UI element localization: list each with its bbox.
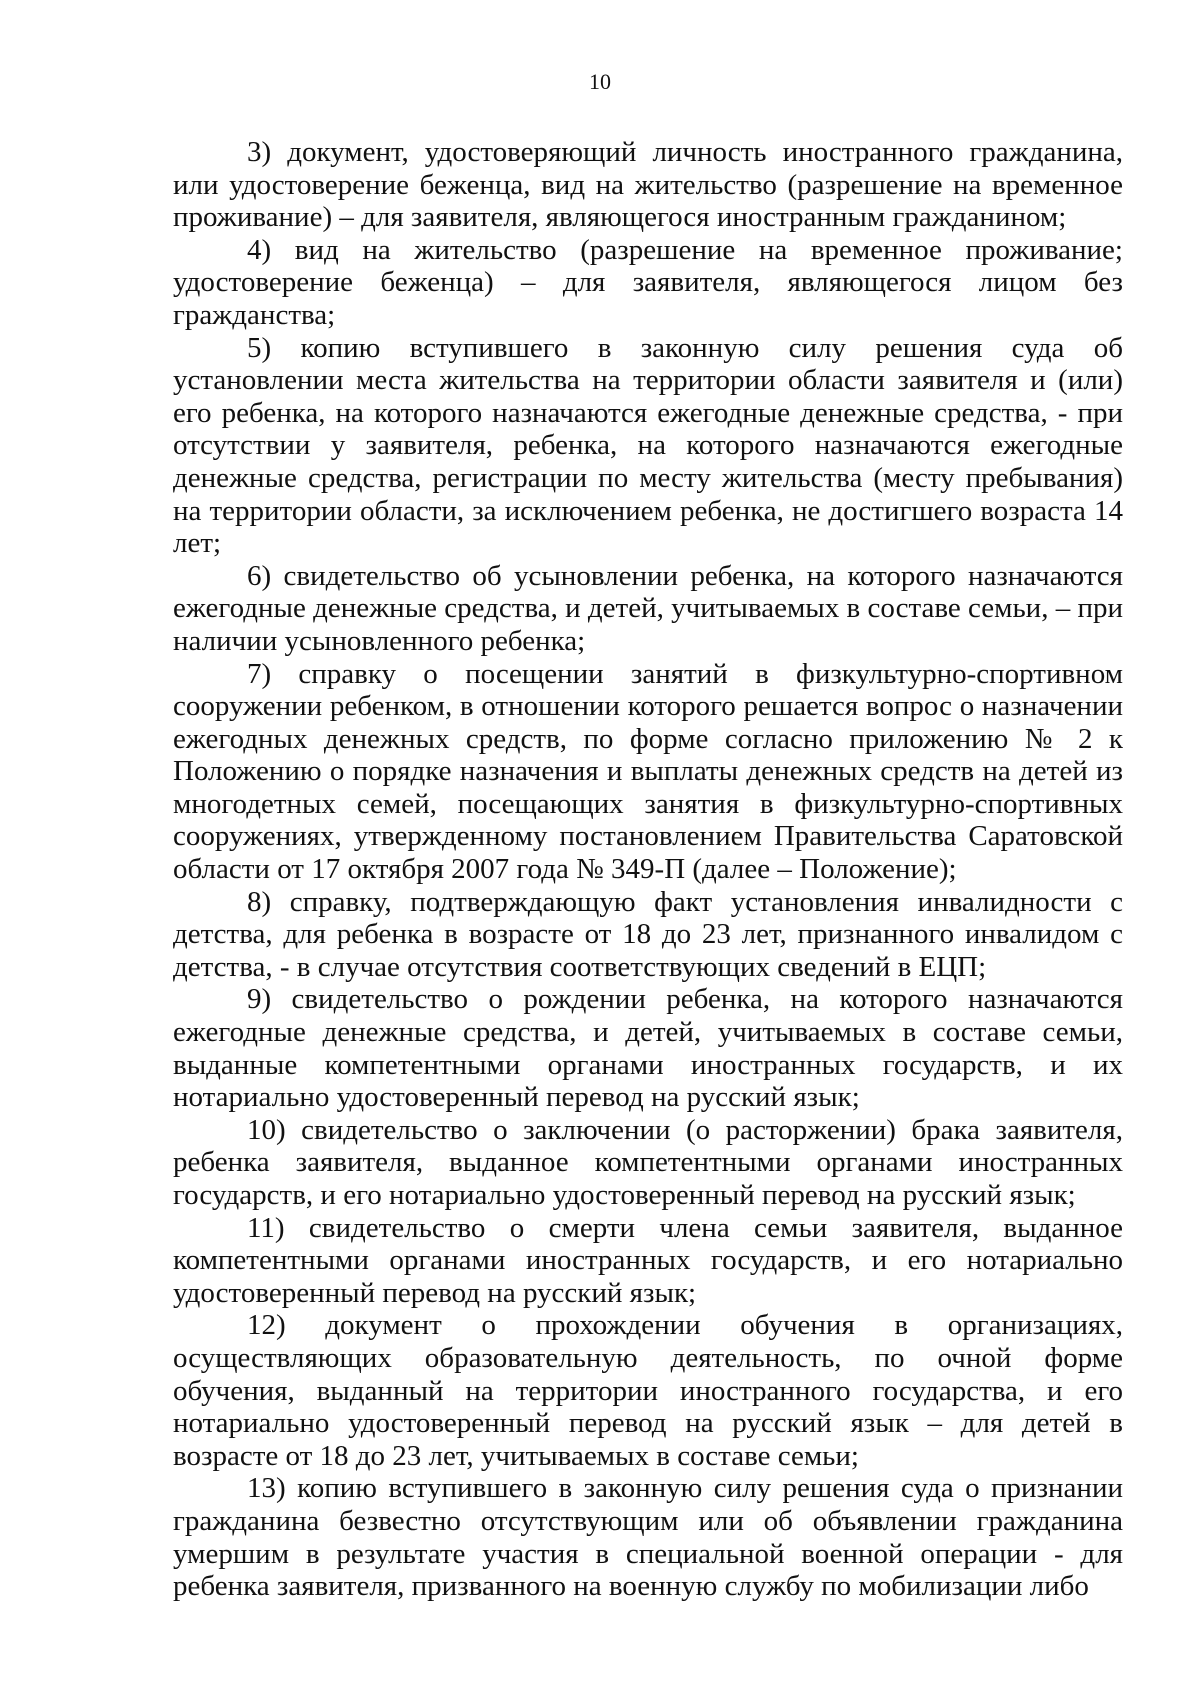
list-item-9: 9) свидетельство о рождении ребенка, на которого назначаются ежегодные денежные средства, и детей, учитываемых в составе семьи, выданные компетентными органами иностранных государств, и их нотариально удостоверенный перевод на русский язык; bbox=[173, 983, 1123, 1114]
document-body bbox=[173, 136, 1123, 1603]
list-item-5: 5) копию вступившего в законную силу решения суда об установлении места жительства на территории области заявителя и (или) его ребенка, на которого назначаются ежегодные денежные средства, - при отсутствии у заявителя, ребенка, на которого назначаются ежегодные денежные средства, регистрации по месту жительства (месту пребывания) на территории области, за исключением ребенка, не достигшего возраста 14 лет; bbox=[173, 331, 1123, 560]
list-item-6: 6) свидетельство об усыновлении ребенка, на которого назначаются ежегодные денежные средства, и детей, учитываемых в составе семьи, – при наличии усыновленного ребенка; bbox=[173, 559, 1123, 657]
list-item-10: 10) свидетельство о заключении (о расторжении) брака заявителя, ребенка заявителя, выданное компетентными органами иностранных государств, и его нотариально удостоверенный перевод на русский язык; bbox=[173, 1113, 1123, 1211]
page-number: 10 bbox=[589, 69, 611, 94]
list-item-7: 7) справку о посещении занятий в физкультурно-спортивном сооружении ребенком, в отношении которого решается вопрос о назначении ежегодных денежных средств, по форме согласно приложению № 2 к Положению о порядке назначения и выплаты денежных средств на детей из многодетных семей, посещающих занятия в физкультурно-спортивных сооружениях, утвержденному постановлением Правительства Саратовской области от 17 октября 2007 года № 349-П (далее – Положение); bbox=[173, 657, 1123, 886]
list-item-11: 11) свидетельство о смерти члена семьи заявителя, выданное компетентными органами иностранных государств, и его нотариально удостоверенный перевод на русский язык; bbox=[173, 1211, 1123, 1309]
list-item-4: 4) вид на жительство (разрешение на временное проживание; удостоверение беженца) – для заявителя, являющегося лицом без гражданства; bbox=[173, 233, 1123, 331]
list-item-8: 8) справку, подтверждающую факт установления инвалидности с детства, для ребенка в возрасте от 18 до 23 лет, признанного инвалидом с детства, - в случае отсутствия соответствующих сведений в ЕЦП; bbox=[173, 885, 1123, 983]
list-item-12: 12) документ о прохождении обучения в организациях, осуществляющих образовательную деятельность, по очной форме обучения, выданный на территории иностранного государства, и его нотариально удостоверенный перевод на русский язык – для детей в возрасте от 18 до 23 лет, учитываемых в составе семьи; bbox=[173, 1309, 1123, 1472]
list-item-13: 13) копию вступившего в законную силу решения суда о признании гражданина безвестно отсутствующим или об объявлении гражданина умершим в результате участия в специальной военной операции - для ребенка заявителя, призванного на военную службу по мобилизации либо bbox=[173, 1472, 1123, 1603]
list-item-3: 3) документ, удостоверяющий личность иностранного гражданина, или удостоверение беженца, вид на жительство (разрешение на временное проживание) – для заявителя, являющегося иностранным гражданином; bbox=[173, 136, 1123, 234]
